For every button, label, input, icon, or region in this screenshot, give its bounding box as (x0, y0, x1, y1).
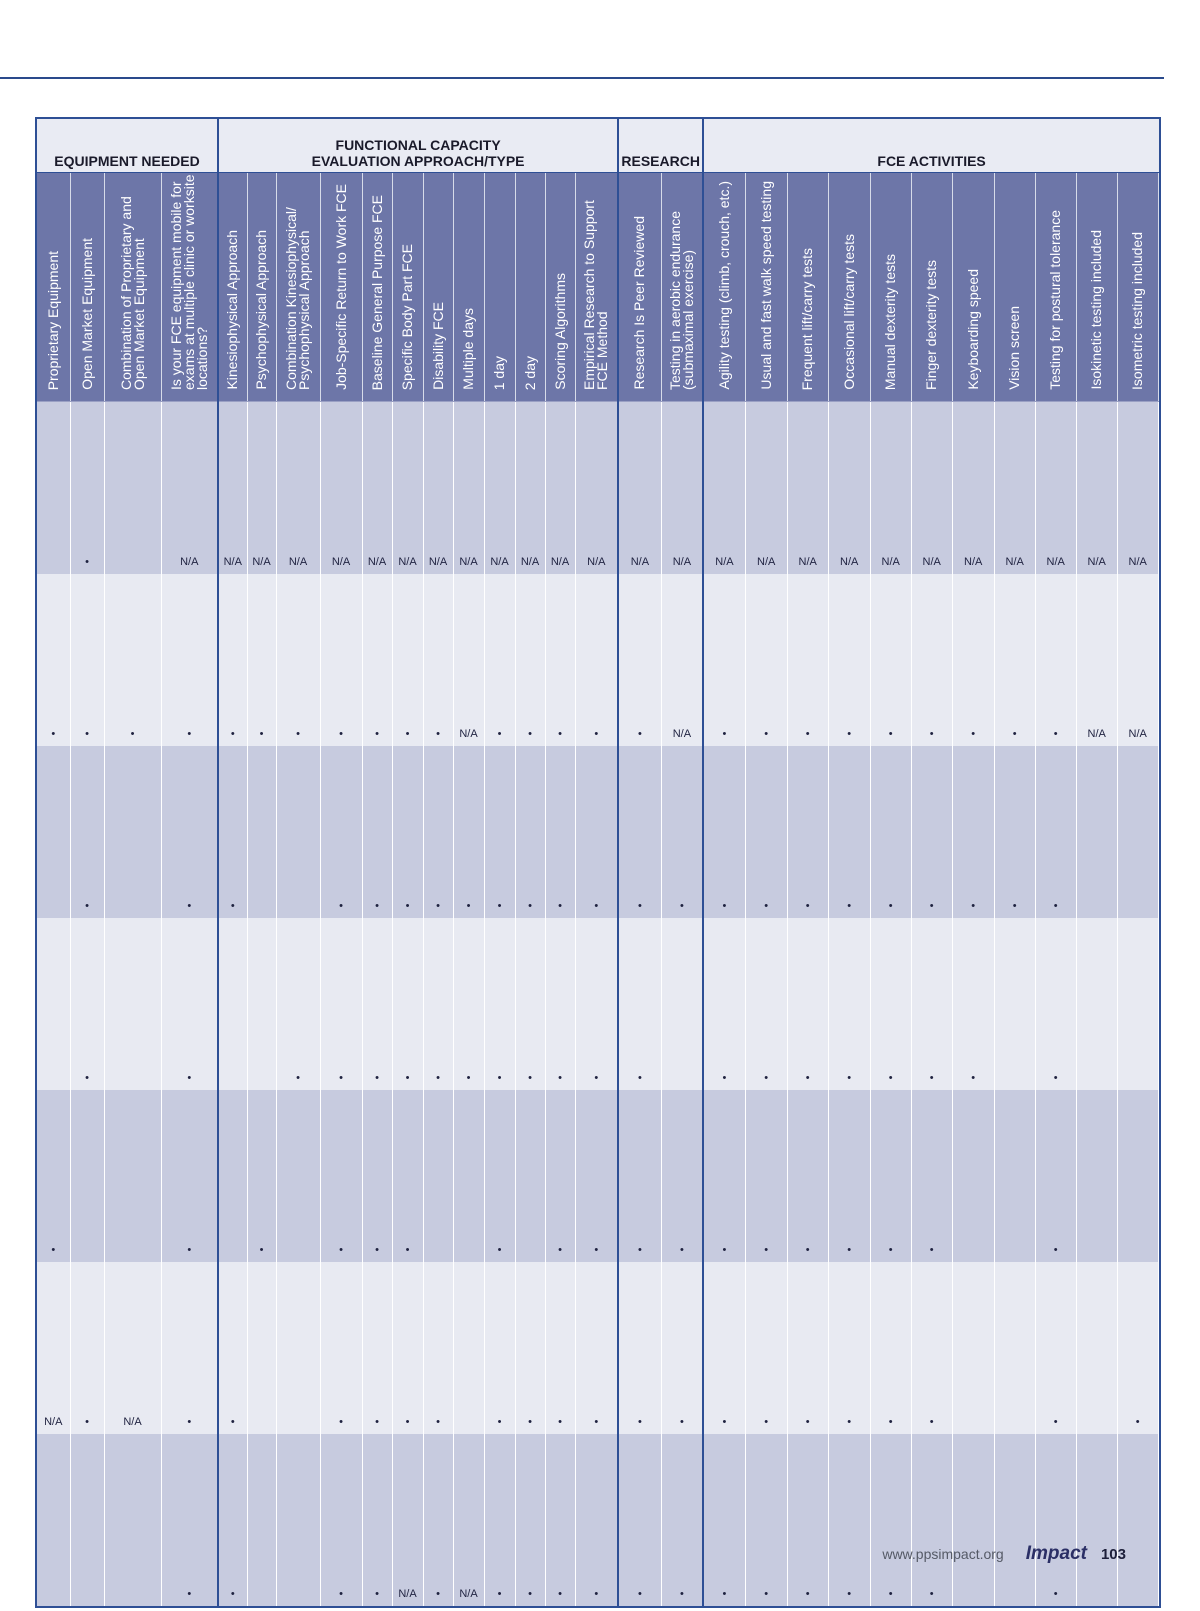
column-header (1117, 173, 1158, 402)
table-cell: N/A (1035, 402, 1076, 575)
table-cell: • (870, 1434, 911, 1607)
table-cell (247, 918, 276, 1090)
table-cell: • (247, 574, 276, 746)
group-header-row (36, 118, 1160, 173)
column-header (515, 173, 545, 402)
table-cell: • (745, 1434, 787, 1607)
table-cell: • (787, 1090, 828, 1262)
table-cell (994, 1434, 1035, 1607)
table-cell (1076, 918, 1117, 1090)
table-cell (218, 918, 247, 1090)
table-cell: • (161, 1090, 218, 1262)
column-header-label: Vision screen (1006, 306, 1023, 390)
table-cell: • (515, 574, 545, 746)
table-cell: • (952, 574, 994, 746)
table-cell: • (545, 918, 575, 1090)
table-cell: • (161, 746, 218, 918)
table-cell (247, 1262, 276, 1434)
table-row (36, 1090, 1160, 1262)
table-cell: • (484, 574, 515, 746)
table-cell: • (545, 1262, 575, 1434)
table-cell (1117, 746, 1158, 918)
table-cell: • (247, 1090, 276, 1262)
table-cell (218, 1090, 247, 1262)
table-cell: N/A (276, 402, 320, 575)
table-cell: • (515, 918, 545, 1090)
column-header (575, 173, 618, 402)
table-row (36, 1262, 1160, 1434)
table-cell (453, 1262, 484, 1434)
column-header (828, 173, 870, 402)
table-cell: • (392, 574, 423, 746)
table-cell: • (484, 746, 515, 918)
column-header-label: Specific Body Part FCE (399, 243, 416, 390)
table-cell: • (320, 1090, 362, 1262)
column-header (1035, 173, 1076, 402)
table-cell: N/A (453, 574, 484, 746)
column-header (453, 173, 484, 402)
footer-page-number: 103 (1100, 1546, 1126, 1563)
table-cell: • (515, 1262, 545, 1434)
table-cell (247, 746, 276, 918)
table-cell: • (1035, 1262, 1076, 1434)
table-cell: • (276, 574, 320, 746)
column-header-label: Psychophysical Approach (253, 230, 270, 390)
table-cell: • (70, 574, 104, 746)
table-cell (276, 746, 320, 918)
table-cell (276, 1262, 320, 1434)
table-cell: • (870, 1262, 911, 1434)
table-cell: • (161, 1262, 218, 1434)
table-cell: • (618, 1434, 661, 1607)
table-cell: N/A (423, 402, 453, 575)
table-cell: N/A (828, 402, 870, 575)
column-header (703, 173, 745, 402)
table-cell: • (161, 918, 218, 1090)
table-cell: • (994, 746, 1035, 918)
column-header (161, 173, 218, 402)
table-cell: • (911, 918, 952, 1090)
table-cell: • (703, 1434, 745, 1607)
column-header-label: Research Is Peer Reviewed (631, 216, 648, 390)
column-header-label: Disability FCE (429, 302, 446, 390)
table-cell: • (575, 1090, 618, 1262)
table-cell: N/A (484, 402, 515, 575)
column-header (218, 173, 247, 402)
table-cell: • (618, 1090, 661, 1262)
table-cell: • (218, 574, 247, 746)
column-header-label: Combination Kinesiophysical/ Psychophysical Approach (283, 207, 313, 390)
table-cell: N/A (392, 1434, 423, 1607)
footer-magazine-name: Impact (1025, 1543, 1087, 1564)
column-header (104, 173, 161, 402)
table-cell: • (787, 574, 828, 746)
column-header (545, 173, 575, 402)
table-cell: • (70, 1262, 104, 1434)
column-header (952, 173, 994, 402)
table-cell: • (320, 918, 362, 1090)
column-header (484, 173, 515, 402)
table-cell: • (70, 746, 104, 918)
column-header-label: Occasional lift/carry tests (840, 234, 857, 390)
table-cell: • (218, 746, 247, 918)
table-cell: • (703, 918, 745, 1090)
table-cell: N/A (911, 402, 952, 575)
table-cell: • (870, 1090, 911, 1262)
table-cell: • (362, 1090, 392, 1262)
table-cell: • (787, 746, 828, 918)
top-rule (0, 77, 1164, 79)
column-header (787, 173, 828, 402)
table-cell: N/A (870, 402, 911, 575)
table-cell: N/A (787, 402, 828, 575)
group-fce-activities: FCE ACTIVITIES (703, 118, 1160, 173)
table-cell (104, 402, 161, 575)
table-cell: • (870, 918, 911, 1090)
table-cell: N/A (104, 1262, 161, 1434)
table-cell (104, 918, 161, 1090)
column-header-label: Empirical Research to Support FCE Method (581, 200, 611, 390)
table-cell: • (320, 574, 362, 746)
column-header-label: Job-Specific Return to Work FCE (332, 184, 349, 390)
table-cell: • (661, 1434, 703, 1607)
table-cell: • (484, 1262, 515, 1434)
table-cell (36, 402, 70, 575)
table-cell: • (392, 1262, 423, 1434)
column-header (392, 173, 423, 402)
table-cell: • (1035, 1090, 1076, 1262)
footer-site-url[interactable]: www.ppsimpact.org (882, 1546, 1004, 1562)
table-cell: • (703, 1262, 745, 1434)
table-cell: • (392, 1090, 423, 1262)
table-cell: N/A (952, 402, 994, 575)
table-cell: • (484, 1090, 515, 1262)
table-row (36, 574, 1160, 746)
column-header-label: Agility testing (climb, crouch, etc.) (715, 181, 732, 390)
table-cell: • (911, 574, 952, 746)
table-cell: • (320, 1434, 362, 1607)
table-cell: • (745, 918, 787, 1090)
table-cell (36, 918, 70, 1090)
table-cell (70, 1434, 104, 1607)
table-cell: • (484, 1434, 515, 1607)
table-cell: N/A (453, 402, 484, 575)
table-cell: • (423, 1262, 453, 1434)
column-header (870, 173, 911, 402)
table-cell: • (703, 746, 745, 918)
group-fce-approach-type-label: FUNCTIONAL CAPACITY EVALUATION APPROACH/TYPE (311, 137, 525, 169)
table-cell: • (161, 1434, 218, 1607)
table-cell: • (161, 574, 218, 746)
table-cell: N/A (1076, 402, 1117, 575)
table-cell: N/A (1117, 402, 1158, 575)
table-cell: N/A (661, 574, 703, 746)
column-header-label: Keyboarding speed (964, 269, 981, 390)
group-equipment-needed: EQUIPMENT NEEDED (36, 118, 218, 173)
table-cell (1076, 746, 1117, 918)
table-cell (1076, 1090, 1117, 1262)
table-cell: • (911, 746, 952, 918)
table-cell: N/A (703, 402, 745, 575)
table-cell: • (828, 574, 870, 746)
table-cell: N/A (218, 402, 247, 575)
table-cell (994, 918, 1035, 1090)
table-cell: N/A (247, 402, 276, 575)
table-cell: • (575, 1262, 618, 1434)
column-header-label: Isometric testing included (1129, 232, 1146, 390)
table-cell: • (787, 1434, 828, 1607)
table-cell: • (870, 574, 911, 746)
table-cell: • (828, 1434, 870, 1607)
table-cell: • (661, 1262, 703, 1434)
table-cell: N/A (320, 402, 362, 575)
table-cell: • (515, 1434, 545, 1607)
table-cell: • (618, 574, 661, 746)
table-cell: • (362, 1262, 392, 1434)
table-cell: • (911, 1262, 952, 1434)
table-cell: • (423, 574, 453, 746)
table-cell: • (218, 1434, 247, 1607)
table-cell (1117, 918, 1158, 1090)
table-cell (952, 1090, 994, 1262)
column-header-label: Finger dexterity tests (923, 260, 940, 390)
table-cell: • (36, 1090, 70, 1262)
table-cell: • (545, 574, 575, 746)
table-cell: • (745, 746, 787, 918)
table-cell: • (575, 1434, 618, 1607)
table-cell: N/A (161, 402, 218, 575)
table-cell (36, 1434, 70, 1607)
table-cell: • (952, 746, 994, 918)
table-row (36, 1434, 1160, 1607)
table-cell: • (362, 574, 392, 746)
table-cell (1076, 1434, 1117, 1607)
column-header-label: Multiple days (460, 308, 477, 390)
table-cell: • (703, 574, 745, 746)
column-header (1076, 173, 1117, 402)
table-row (36, 746, 1160, 918)
table-cell: N/A (994, 402, 1035, 575)
table-cell: • (911, 1090, 952, 1262)
column-header-label: Open Market Equipment (78, 238, 95, 390)
group-research: RESEARCH (618, 118, 703, 173)
table-row (36, 402, 1160, 575)
table-cell (104, 1090, 161, 1262)
column-header (362, 173, 392, 402)
column-header (618, 173, 661, 402)
fce-comparison-table (35, 117, 1161, 1608)
column-header-label: Combination of Proprietary and Open Market Equipment (117, 196, 147, 390)
table-cell: N/A (745, 402, 787, 575)
column-header-label: Is your FCE equipment mobile for exams at multiple clinic or worksite locations? (167, 174, 210, 390)
table-cell: • (745, 1090, 787, 1262)
table-cell: • (218, 1262, 247, 1434)
column-header-label: Scoring Algorithms (551, 273, 568, 390)
column-header-label: Isokinetic testing included (1088, 230, 1105, 390)
table-cell: • (661, 746, 703, 918)
column-header (423, 173, 453, 402)
table-cell: • (618, 1262, 661, 1434)
table-cell: • (545, 1434, 575, 1607)
column-header-label: Baseline General Purpose FCE (368, 194, 385, 390)
table-cell: • (1117, 1262, 1158, 1434)
table-cell: • (320, 1262, 362, 1434)
table-cell: • (515, 746, 545, 918)
table-cell: • (745, 1262, 787, 1434)
table-cell (952, 1434, 994, 1607)
table-cell: • (423, 746, 453, 918)
table-cell: • (661, 1090, 703, 1262)
table-cell: • (828, 1262, 870, 1434)
table-cell: • (545, 746, 575, 918)
table-cell: • (828, 746, 870, 918)
table-cell (104, 746, 161, 918)
table-cell (36, 746, 70, 918)
column-header-label: Testing for postural tolerance (1047, 210, 1064, 390)
table-cell: N/A (661, 402, 703, 575)
column-header (247, 173, 276, 402)
table-cell: • (392, 746, 423, 918)
table-cell: • (911, 1434, 952, 1607)
table-cell (276, 1090, 320, 1262)
table-cell: • (1035, 1434, 1076, 1607)
column-header-label: 1 day (491, 355, 508, 390)
table-cell: • (575, 918, 618, 1090)
table-cell: • (703, 1090, 745, 1262)
table-cell: • (484, 918, 515, 1090)
group-fce-approach-type (218, 118, 618, 173)
table-cell: • (362, 746, 392, 918)
table-cell: • (276, 918, 320, 1090)
table-cell: N/A (618, 402, 661, 575)
table-cell: • (423, 918, 453, 1090)
table-cell (247, 1434, 276, 1607)
table-cell (994, 1090, 1035, 1262)
table-cell (661, 918, 703, 1090)
table-cell: N/A (515, 402, 545, 575)
table-cell (994, 1262, 1035, 1434)
table-cell: • (787, 918, 828, 1090)
column-header (320, 173, 362, 402)
column-header (661, 173, 703, 402)
table-cell (515, 1090, 545, 1262)
table-cell: • (994, 574, 1035, 746)
table-cell: • (618, 746, 661, 918)
table-cell: • (104, 574, 161, 746)
column-header (36, 173, 70, 402)
table-cell (70, 1090, 104, 1262)
table-cell: • (787, 1262, 828, 1434)
column-header (911, 173, 952, 402)
column-header-label: Testing in aerobic endurance (submaximal exercise) (666, 210, 696, 390)
table-cell: N/A (545, 402, 575, 575)
table-cell (104, 1434, 161, 1607)
table-cell: • (575, 746, 618, 918)
column-header-label: Proprietary Equipment (44, 250, 61, 390)
table-cell: N/A (362, 402, 392, 575)
column-header-label: 2 day (521, 355, 538, 390)
table-cell: • (70, 402, 104, 575)
table-cell: • (36, 574, 70, 746)
table-cell: N/A (36, 1262, 70, 1434)
table-cell: • (828, 918, 870, 1090)
table-cell: • (575, 574, 618, 746)
table-cell: • (362, 918, 392, 1090)
table-cell: • (392, 918, 423, 1090)
table-cell: • (952, 918, 994, 1090)
column-header-label: Frequent lift/carry tests (799, 247, 816, 390)
table-cell: N/A (1117, 574, 1158, 746)
column-header (276, 173, 320, 402)
table-cell (1117, 1434, 1158, 1607)
table-cell: N/A (575, 402, 618, 575)
table-cell (453, 1090, 484, 1262)
column-header-label: Kinesiophysical Approach (224, 230, 241, 390)
table-cell: • (618, 918, 661, 1090)
table-cell: • (453, 746, 484, 918)
table-cell: • (1035, 746, 1076, 918)
column-header (745, 173, 787, 402)
table-cell: • (1035, 574, 1076, 746)
table-body (36, 402, 1160, 1608)
table-cell: • (423, 1434, 453, 1607)
table-row (36, 918, 1160, 1090)
table-cell: • (70, 918, 104, 1090)
table-cell: • (870, 746, 911, 918)
table-cell: • (362, 1434, 392, 1607)
table-cell: • (1035, 918, 1076, 1090)
page-footer (882, 1543, 1126, 1565)
column-header (994, 173, 1035, 402)
table-cell (423, 1090, 453, 1262)
column-header (70, 173, 104, 402)
table-cell: • (545, 1090, 575, 1262)
table-cell: • (745, 574, 787, 746)
table-cell (952, 1262, 994, 1434)
table-cell: N/A (392, 402, 423, 575)
table-cell (276, 1434, 320, 1607)
table-cell: N/A (1076, 574, 1117, 746)
table-cell: • (453, 918, 484, 1090)
column-header-row (36, 173, 1160, 402)
table-cell (1076, 1262, 1117, 1434)
table-cell: N/A (453, 1434, 484, 1607)
column-header-label: Usual and fast walk speed testing (757, 181, 774, 390)
table-cell (1117, 1090, 1158, 1262)
table-cell: • (828, 1090, 870, 1262)
column-header-label: Manual dexterity tests (882, 253, 899, 390)
table-cell: • (320, 746, 362, 918)
